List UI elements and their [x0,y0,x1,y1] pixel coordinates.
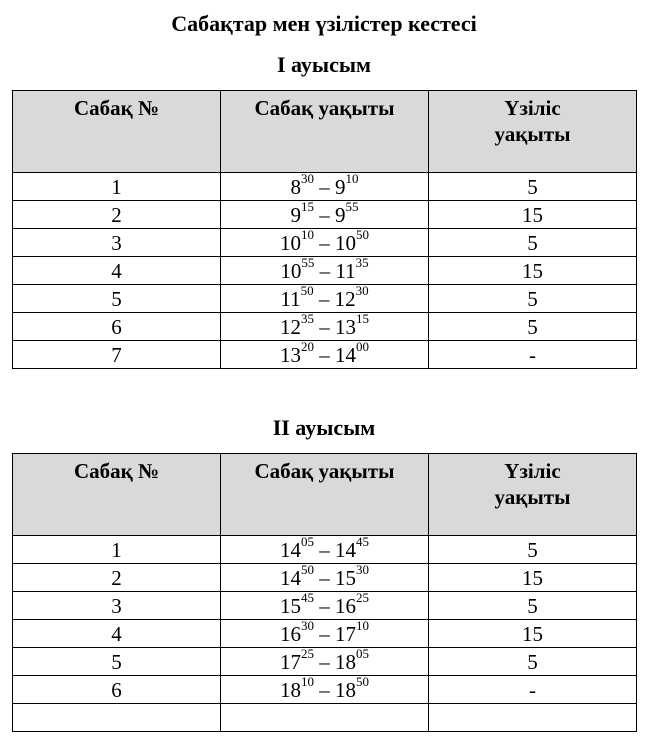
lesson-number-cell: 6 [13,676,221,704]
start-minute: 15 [301,198,314,214]
end-minute: 15 [356,310,369,326]
table-row [13,592,637,620]
end-minute: 30 [356,561,369,577]
break-time-cell: 15 [429,257,637,285]
break-time-cell: 5 [429,648,637,676]
end-minute: 50 [356,673,369,689]
lesson-number-header: Сабақ № [13,91,221,173]
start-hour: 17 [280,649,301,674]
start-hour: 14 [280,537,301,562]
end-hour: 14 [335,342,356,367]
time-dash: – [319,202,330,227]
end-minute: 45 [356,533,369,549]
start-hour: 10 [280,230,301,255]
start-hour: 18 [280,677,301,702]
break-time-cell [429,704,637,732]
table-row [13,341,637,369]
start-minute: 10 [301,226,314,242]
table-row [13,648,637,676]
break-time-header-line1: Үзіліс [504,96,561,120]
table-row [13,173,637,201]
end-minute: 30 [355,282,369,298]
time-dash: – [318,286,330,311]
time-dash: – [319,342,330,367]
start-minute: 50 [300,282,314,298]
lesson-time-header: Сабақ уақыты [221,454,429,536]
start-minute: 25 [301,645,314,661]
time-dash: – [319,174,330,199]
lesson-time-cell [221,704,429,732]
start-minute: 30 [301,170,314,186]
lesson-number-cell: 5 [13,648,221,676]
lesson-time-cell [221,254,429,285]
table-header-row [13,454,637,536]
start-minute: 55 [301,254,315,270]
time-dash: – [319,258,331,283]
end-minute: 10 [345,170,359,186]
lesson-time-cell [221,226,429,257]
break-time-cell: 15 [429,564,637,592]
start-hour: 14 [280,565,301,590]
start-minute: 30 [301,617,314,633]
break-time-cell: 5 [429,173,637,201]
shift-1-schedule-table [12,90,637,369]
table-row-empty [13,704,637,732]
lesson-number-cell: 6 [13,313,221,341]
lesson-time-cell [221,645,429,676]
table-row [13,257,637,285]
lesson-time-cell [221,533,429,564]
start-hour: 16 [280,621,301,646]
table-header-row [13,91,637,173]
time-dash: – [319,621,330,646]
time-dash: – [319,677,330,702]
end-minute: 35 [355,254,369,270]
lesson-time-cell [221,282,429,313]
end-hour: 9 [335,174,346,199]
start-hour: 12 [280,314,301,339]
break-time-cell: 5 [429,285,637,313]
end-minute: 50 [356,226,369,242]
lesson-number-cell [13,704,221,732]
start-hour: 11 [280,286,301,311]
end-hour: 18 [335,677,356,702]
end-hour: 12 [334,286,356,311]
time-dash: – [319,593,330,618]
lesson-number-cell: 1 [13,173,221,201]
lesson-time-cell [221,617,429,648]
break-time-cell: 5 [429,536,637,564]
end-hour: 18 [335,649,356,674]
start-hour: 15 [280,593,301,618]
end-hour: 15 [335,565,356,590]
shift-2-schedule-table [12,453,637,732]
lesson-time-cell [221,589,429,620]
start-minute: 45 [301,589,314,605]
time-dash: – [319,565,330,590]
end-hour: 9 [335,202,346,227]
end-minute: 55 [345,198,359,214]
start-hour: 10 [280,258,302,283]
start-minute: 35 [301,310,314,326]
end-minute: 00 [356,338,369,354]
end-minute: 10 [356,617,369,633]
table-row [13,313,637,341]
break-time-cell: 15 [429,201,637,229]
lesson-number-cell: 7 [13,341,221,369]
break-time-header [429,454,637,536]
table-row [13,564,637,592]
lesson-number-cell: 5 [13,285,221,313]
time-dash: – [319,230,330,255]
lesson-number-header: Сабақ № [13,454,221,536]
time-dash: – [319,537,330,562]
break-time-cell: 15 [429,620,637,648]
lesson-time-header: Сабақ уақыты [221,91,429,173]
start-hour: 9 [290,202,301,227]
start-minute: 50 [301,561,314,577]
time-dash: – [319,314,330,339]
start-minute: 05 [301,533,314,549]
lesson-time-cell [221,310,429,341]
break-time-cell: 5 [429,229,637,257]
break-time-header-line1: Үзіліс [504,459,561,483]
lesson-time-cell [221,673,429,704]
time-dash: – [319,649,330,674]
end-minute: 25 [356,589,369,605]
lesson-number-cell: 3 [13,229,221,257]
start-hour: 13 [280,342,301,367]
end-hour: 16 [335,593,356,618]
table-row [13,620,637,648]
start-minute: 10 [301,673,314,689]
lesson-number-cell: 1 [13,536,221,564]
lesson-number-cell: 3 [13,592,221,620]
shift-2-title: II ауысым [272,415,376,440]
lesson-number-cell: 2 [13,564,221,592]
lesson-time-cell [221,170,429,201]
table-row [13,201,637,229]
end-hour: 14 [335,537,356,562]
end-hour: 13 [335,314,356,339]
table-row [13,229,637,257]
shift-1-title: I ауысым [276,52,372,77]
break-time-cell: - [429,676,637,704]
end-hour: 17 [335,621,356,646]
lesson-time-cell [221,561,429,592]
table-row [13,676,637,704]
table-row [13,285,637,313]
table-row [13,536,637,564]
lesson-number-cell: 2 [13,201,221,229]
lesson-number-cell: 4 [13,257,221,285]
lesson-time-cell [221,198,429,229]
lesson-time-cell [221,338,429,369]
break-time-cell: 5 [429,313,637,341]
break-time-header-line2: уақыты [494,122,571,146]
end-minute: 05 [356,645,369,661]
end-hour: 10 [335,230,356,255]
start-hour: 8 [290,174,301,199]
lesson-number-cell: 4 [13,620,221,648]
break-time-cell: 5 [429,592,637,620]
start-minute: 20 [301,338,314,354]
end-hour: 11 [335,258,356,283]
break-time-header-line2: уақыты [494,485,571,509]
break-time-header [429,91,637,173]
break-time-cell: - [429,341,637,369]
document-title: Сабақтар мен үзілістер кестесі [171,11,477,36]
